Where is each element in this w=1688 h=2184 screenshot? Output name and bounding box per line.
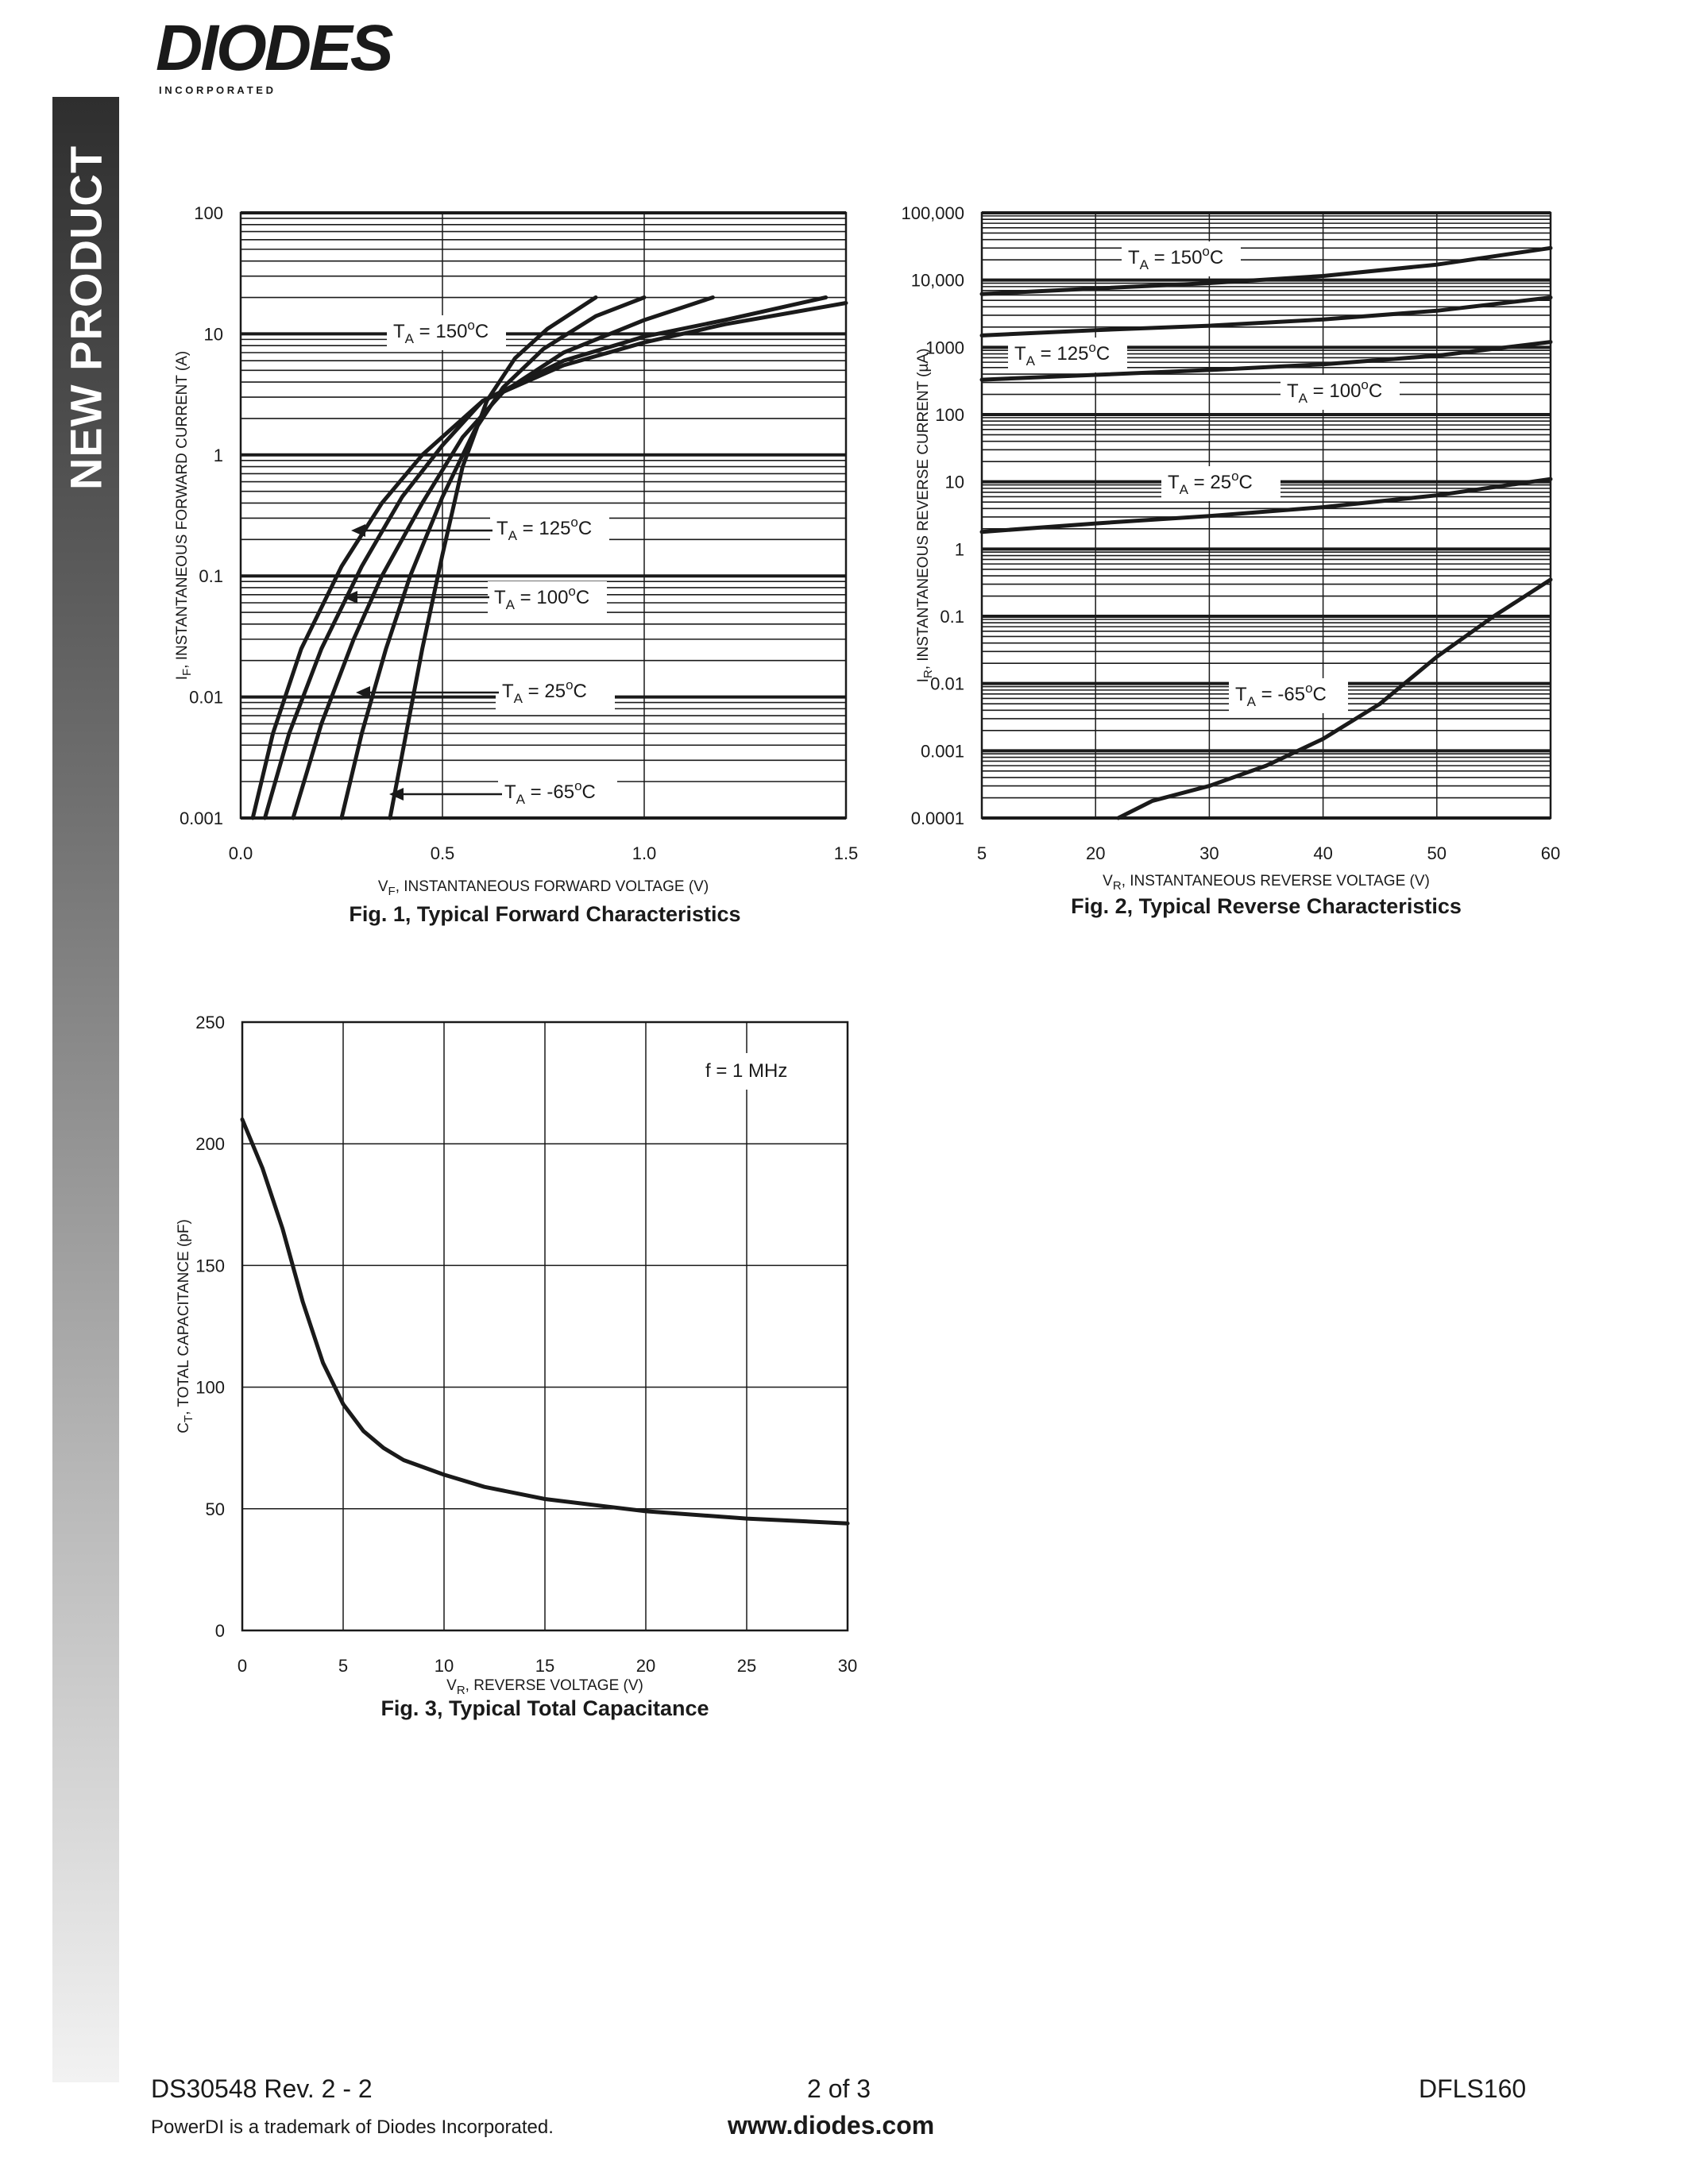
x-axis-symbol: V [1103,873,1113,889]
x-tick-label: 0 [237,1656,248,1676]
y-axis-symbol: I [915,678,932,683]
label-subscript: A [1179,482,1189,497]
footer-doc-number: DS30548 Rev. 2 - 2 [151,2074,373,2103]
label-unit: C [1095,343,1111,365]
y-axis-text: , TOTAL CAPACITANCE (pF) [176,1219,192,1415]
label-value: = 125 [517,518,571,539]
y-tick-label: 100 [194,203,223,223]
y-axis-subscript: F [180,668,194,676]
y-tick-label: 100,000 [901,203,964,223]
x-axis-label [446,1677,643,1697]
label-value: = 150 [414,321,468,342]
label-subscript: A [508,528,518,543]
x-axis-subscript: F [388,885,396,898]
label-subscript: A [1298,391,1308,406]
y-axis-text: , INSTANTANEOUS FORWARD CURRENT (A) [174,350,191,669]
label-unit: C [573,681,587,702]
y-tick-label: 0.1 [940,607,964,627]
label-value: = -65 [1256,684,1306,705]
x-tick-label: 50 [1427,843,1447,863]
y-tick-label: 0.1 [199,566,223,587]
label-value: = 150 [1149,247,1203,268]
degree-symbol: o [1202,244,1210,259]
label-symbol: T [502,681,514,702]
label-unit: C [1368,380,1383,402]
y-axis-label [176,1219,195,1433]
footer-part-number: DFLS160 [1419,2074,1527,2103]
label-symbol: T [1128,247,1140,268]
footer-trademark: PowerDI is a trademark of Diodes Incorporated. [151,2116,554,2138]
label-symbol: T [494,587,506,608]
y-tick-label: 100 [935,405,964,425]
x-tick-label: 20 [635,1656,656,1676]
label-subscript: A [1246,694,1257,709]
label-value: = -65 [525,781,575,803]
degree-symbol: o [1305,681,1313,696]
degree-symbol: o [574,778,582,793]
label-unit: C [577,518,593,539]
label-value: = 100 [515,587,569,608]
x-tick-label: 1.5 [833,843,859,863]
label-symbol: T [1168,472,1180,493]
y-tick-label: 1000 [925,338,964,358]
label-value: = 100 [1308,380,1362,402]
figure-caption: Fig. 2, Typical Reverse Characteristics [1071,894,1462,918]
y-tick-label: 150 [195,1256,225,1276]
label-subscript: A [513,691,523,706]
x-tick-label: 0.0 [228,843,253,863]
footer-page-number: 2 of 3 [807,2074,871,2103]
x-tick-label: 25 [736,1656,757,1676]
y-axis-text: , INSTANTANEOUS REVERSE CURRENT (µA) [915,348,932,670]
figure-caption: Fig. 3, Typical Total Capacitance [380,1696,709,1720]
footer-website-link[interactable]: www.diodes.com [728,2111,935,2140]
figure-caption: Fig. 1, Typical Forward Characteristics [349,902,741,926]
grid [242,1022,848,1630]
x-tick-label: 10 [434,1656,454,1676]
label-unit: C [1238,472,1253,493]
label-unit: C [575,587,590,608]
frequency-annotation: f = 1 MHz [705,1060,788,1082]
y-tick-label: 200 [195,1134,225,1155]
y-tick-label: 10 [944,472,964,492]
y-axis-subscript: T [182,1414,195,1423]
label-unit: C [1209,247,1224,268]
y-axis-symbol: C [176,1422,192,1433]
y-axis-symbol: I [174,675,191,681]
label-symbol: T [393,321,405,342]
y-tick-label: 0.001 [920,741,964,762]
label-unit: C [1312,684,1327,705]
label-subscript: A [1026,353,1036,369]
x-axis-symbol: V [377,878,388,895]
x-axis-subscript: R [1112,879,1122,893]
degree-symbol: o [1361,377,1369,392]
label-subscript: A [516,792,526,807]
x-tick-label: 60 [1540,843,1561,863]
y-tick-label: 1 [213,445,223,465]
label-symbol: T [504,781,516,803]
x-axis-symbol: V [446,1677,457,1694]
y-tick-label: 0.01 [189,687,223,708]
y-tick-label: 0 [214,1621,225,1641]
x-axis-text: , INSTANTANEOUS REVERSE VOLTAGE (V) [1121,873,1430,889]
degree-symbol: o [1231,469,1239,484]
degree-symbol: o [570,515,578,530]
y-tick-label: 0.0001 [910,808,964,828]
label-subscript: A [505,597,516,612]
label-unit: C [581,781,596,803]
degree-symbol: o [568,584,576,599]
x-tick-label: 20 [1085,843,1106,863]
logo-subtitle: I N C O R P O R A T E D [159,84,273,96]
label-symbol: T [1287,380,1299,402]
label-subscript: A [1139,257,1149,272]
label-subscript: A [404,331,415,346]
x-tick-label: 15 [535,1656,555,1676]
logo-wordmark: DIODES [156,14,392,84]
sidebar-label: NEW PRODUCT [60,145,111,491]
x-tick-label: 0.5 [430,843,455,863]
y-tick-label: 250 [195,1013,225,1032]
x-axis-subscript: R [456,1684,465,1697]
label-value: = 25 [1188,472,1232,493]
x-axis-text: , REVERSE VOLTAGE (V) [465,1677,643,1694]
label-symbol: T [1235,684,1247,705]
x-tick-label: 30 [837,1656,858,1676]
y-tick-label: 0.001 [179,808,223,828]
label-value: = 125 [1035,343,1089,365]
x-tick-label: 5 [976,843,987,863]
y-tick-label: 50 [205,1499,225,1519]
y-tick-label: 0.01 [930,673,964,694]
degree-symbol: o [467,318,475,333]
y-axis-subscript: R [921,669,935,679]
y-tick-label: 10 [203,324,223,345]
x-axis-text: , INSTANTANEOUS FORWARD VOLTAGE (V) [395,878,709,895]
x-tick-label: 5 [338,1656,349,1676]
y-tick-label: 10,000 [910,270,964,291]
x-tick-label: 30 [1199,843,1219,863]
label-unit: C [474,321,489,342]
label-symbol: T [1014,343,1026,365]
x-tick-label: 1.0 [632,843,657,863]
label-symbol: T [496,518,508,539]
degree-symbol: o [566,677,574,693]
x-tick-label: 40 [1313,843,1333,863]
degree-symbol: o [1088,340,1096,355]
y-tick-label: 1 [954,539,964,560]
label-value: = 25 [523,681,566,702]
y-tick-label: 100 [195,1377,225,1398]
